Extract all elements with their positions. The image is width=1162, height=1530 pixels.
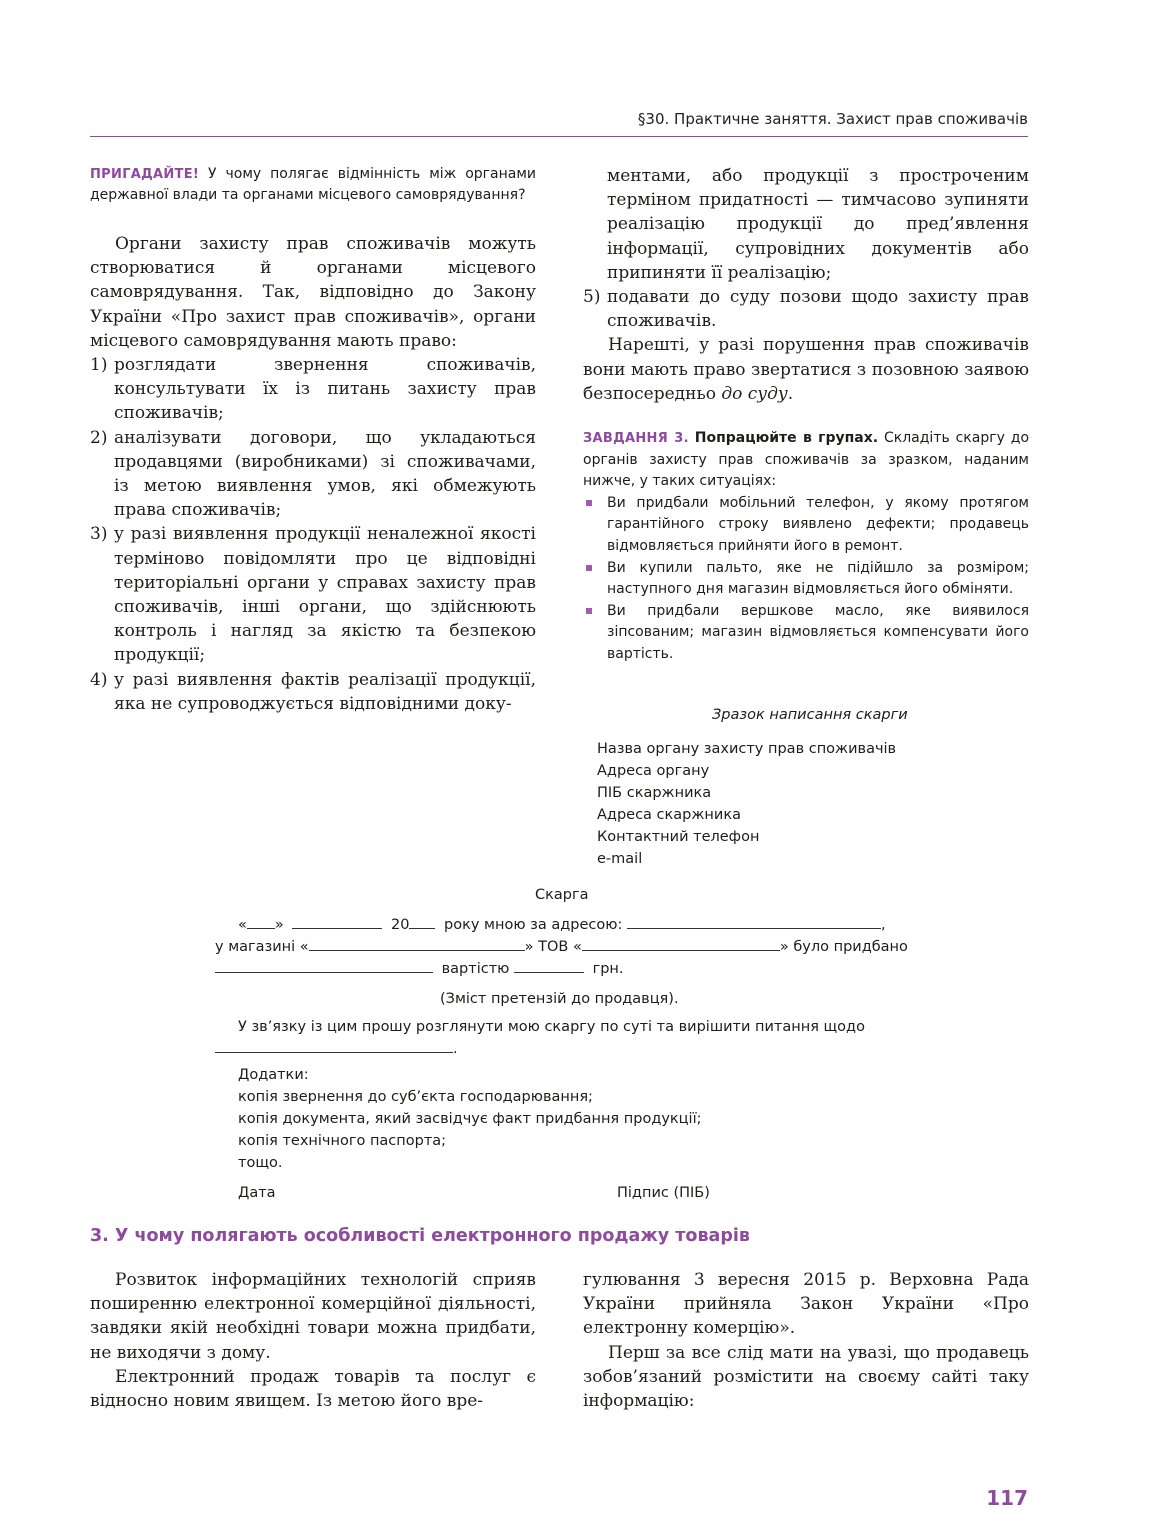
blank-field bbox=[215, 1038, 453, 1053]
header-rule bbox=[90, 136, 1028, 137]
right-body bbox=[583, 164, 1029, 406]
rights-list bbox=[90, 353, 536, 716]
intro-paragraph: Органи захисту прав споживачів можуть створюватися й органами місцевого самоврядування. Так, відповідно до Закону України «Про захист прав споживачів», органи місцевого самоврядування мають право: bbox=[90, 234, 536, 351]
bullet-icon bbox=[586, 608, 592, 614]
addressee-block: Назва органу захисту прав споживачів Адреса органу ПІБ скаржника Адреса скаржника Контактний телефон e-mail bbox=[597, 741, 897, 867]
request-line: . bbox=[215, 1038, 458, 1060]
blank-field bbox=[247, 914, 275, 929]
list-item: 2) аналізувати договори, що укладаються продавцями (виробниками) зі споживачами, із метою виявлення умов, які обмежують права споживачів; bbox=[90, 427, 536, 521]
blank-field bbox=[582, 936, 780, 951]
list-item: Ви купили пальто, яке не підійшло за розміром; наступного дня магазин відмовляється його обміняти. bbox=[583, 558, 1029, 601]
section-heading: 3. У чому полягають особливості електронного продажу товарів bbox=[90, 1226, 750, 1246]
blank-field bbox=[215, 958, 433, 973]
task-block bbox=[583, 428, 1029, 666]
request-text: У зв’язку із цим прошу розглянути мою скаргу по суті та вирішити питання щодо bbox=[238, 1019, 865, 1035]
blank-field bbox=[409, 914, 435, 929]
task-label: ЗАВДАННЯ 3. bbox=[583, 431, 689, 447]
list-item: Ви придбали вершкове масло, яке виявилося зіпсованим; магазин відмовляється компенсувати його вартість. bbox=[583, 601, 1029, 666]
left-body bbox=[90, 232, 536, 716]
list-item: Ви придбали мобільний телефон, у якому протягом гарантійного строку виявлено дефекти; продавець відмовляється прийняти його в ремонт. bbox=[583, 493, 1029, 558]
task-intro: ЗАВДАННЯ 3. Попрацюйте в групах. Складіть скаргу до органів захисту прав споживачів за зразком, наданим нижче, у таких ситуаціях: bbox=[583, 430, 1030, 490]
list-item: 3) у разі виявлення продукції неналежної якості терміново повідомляти про це відповідні територіальні органи у справах захисту прав споживачів, інші органи, що здійснюють контроль і нагляд за якістю та безпекою продукції; bbox=[90, 524, 536, 666]
complaint-heading: Скарга bbox=[535, 887, 589, 903]
running-header: §30. Практичне заняття. Захист прав споживачів bbox=[637, 110, 1028, 128]
attachments-block: Додатки: копія звернення до суб’єкта господарювання; копія документа, який засвідчує факт придбання продукції; копія технічного паспорта; тощо. bbox=[238, 1067, 702, 1171]
section3-left: Розвиток інформаційних технологій сприяв поширенню електронної комерційної діяльності, завдяки якій необхідні товари можна придбати, не виходячи з дому. Електронний продаж товарів та послуг є відносно новим явищем. Із метою його вре- bbox=[90, 1270, 536, 1412]
form-line-1: « » 20 року мною за адресою: , bbox=[238, 914, 886, 936]
claims-note: (Зміст претензій до продавця). bbox=[440, 991, 679, 1007]
list-item-continuation: ментами, або продукції з простроченим терміном придатності — тимчасово зупиняти реалізацію продукції до пред’явлення інформації, супровідних документів або припиняти її реалізацію; bbox=[607, 166, 1029, 283]
left-column bbox=[90, 164, 536, 716]
form-line-2: у магазині « » ТОВ « » було придбано bbox=[215, 936, 908, 958]
blank-field bbox=[309, 936, 525, 951]
date-label: Дата bbox=[238, 1185, 276, 1201]
blank-field bbox=[514, 958, 584, 973]
section3-right: гулювання 3 вересня 2015 р. Верховна Рада України прийняла Закон України «Про електронну комерцію». Перш за все слід мати на увазі, що продавець зобов’язаний розмістити на своєму сайті таку інформацію: bbox=[583, 1270, 1029, 1412]
bullet-icon bbox=[586, 565, 592, 571]
task-bold: Попрацюйте в групах. bbox=[694, 430, 879, 447]
page-number: 117 bbox=[986, 1486, 1028, 1510]
signature-label: Підпис (ПІБ) bbox=[617, 1185, 710, 1201]
sample-title: Зразок написання скарги bbox=[712, 707, 908, 723]
bullet-icon bbox=[586, 500, 592, 506]
blank-field bbox=[627, 914, 881, 929]
remember-note bbox=[90, 164, 536, 206]
remember-label: ПРИГАДАЙТЕ! bbox=[90, 167, 200, 182]
remember-text: У чому полягає відмінність між органами державної влади та органами місцевого самоврядування? bbox=[90, 166, 536, 203]
right-column bbox=[583, 164, 1029, 666]
list-item: 1) розглядати звернення споживачів, консультувати їх із питань захисту прав споживачів; bbox=[90, 355, 536, 424]
form-line-3: вартістю грн. bbox=[215, 958, 624, 980]
final-paragraph: Нарешті, у разі порушення прав споживачів вони мають право звертатися з позовною заявою безпосередньо до суду. bbox=[583, 335, 1029, 404]
situations-list bbox=[583, 493, 1029, 666]
list-item: 4) у разі виявлення фактів реалізації продукції, яка не супроводжується відповідними доку- bbox=[90, 669, 536, 714]
list-item: 5) подавати до суду позови щодо захисту прав споживачів. bbox=[583, 287, 1029, 332]
blank-field bbox=[292, 914, 382, 929]
